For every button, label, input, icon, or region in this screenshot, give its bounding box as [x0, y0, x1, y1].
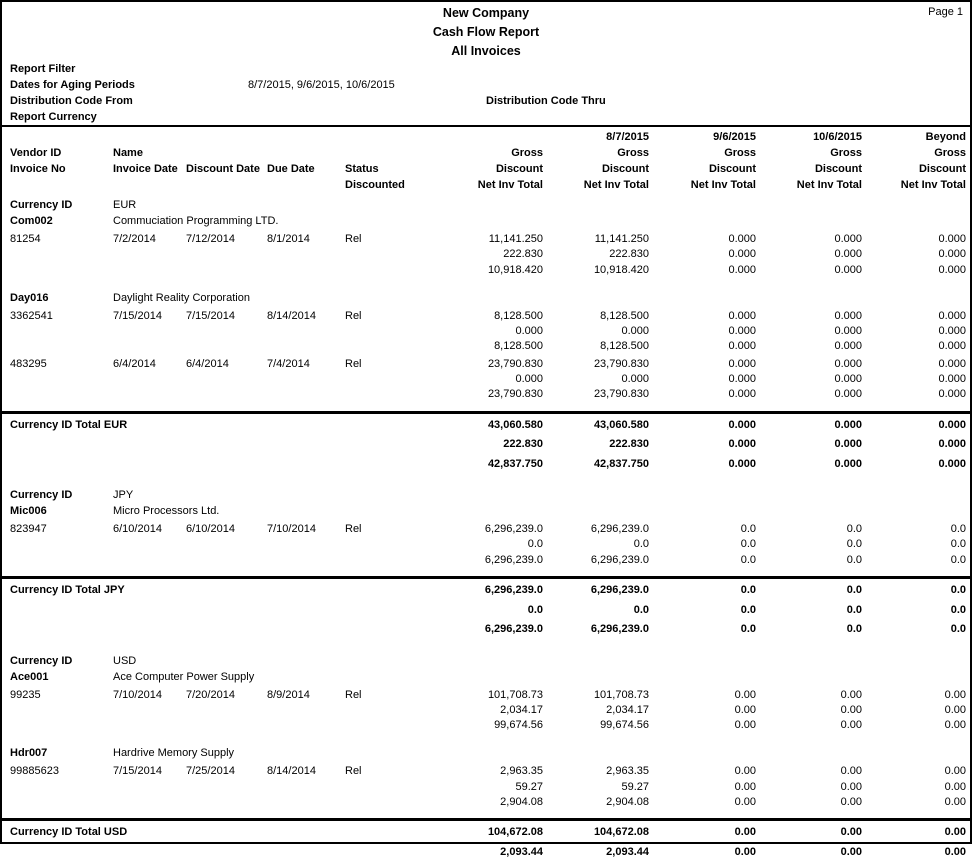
- discount-date: 7/25/2014: [186, 765, 235, 778]
- filter-block: [2, 61, 970, 125]
- discount-amount: 0.000: [938, 373, 966, 386]
- total-amount: 0.000: [938, 457, 966, 470]
- discount-amount: 0.000: [728, 373, 756, 386]
- discount-date: 6/4/2014: [186, 357, 229, 370]
- invoice-block: [2, 232, 970, 278]
- total-amount: 2,093.44: [500, 845, 543, 858]
- vendor-name: Daylight Reality Corporation: [113, 291, 250, 304]
- invoice-no: 483295: [10, 357, 47, 370]
- report-title: Cash Flow Report: [432, 25, 540, 39]
- total-amount: 0.0: [846, 623, 862, 636]
- net-inv-total-header: Net Inv Total: [477, 179, 543, 191]
- total-amount: 0.0: [740, 584, 756, 597]
- invoice-block: [2, 688, 970, 734]
- total-amount: 0.00: [840, 826, 862, 839]
- gross-amount: 0.0: [846, 523, 862, 536]
- total-amount: 0.00: [734, 826, 756, 839]
- net-amount: 99,674.56: [600, 719, 649, 732]
- invoice-row-net: [2, 795, 970, 810]
- discount-amount: 0.0: [527, 538, 543, 551]
- gross-amount: 0.00: [944, 765, 966, 778]
- currency-total-block: [2, 576, 970, 641]
- gross-amount: 2,963.35: [606, 765, 649, 778]
- total-row: [2, 602, 970, 622]
- invoice-row-discount: [2, 247, 970, 262]
- invoice-row-net: [2, 553, 970, 568]
- invoice-block: [2, 309, 970, 355]
- net-amount: 0.00: [944, 796, 966, 809]
- net-amount: 23,790.830: [487, 388, 543, 401]
- discount-header: Discount: [918, 163, 966, 175]
- invoice-row-discount: [2, 372, 970, 387]
- invoice-no: 3362541: [10, 309, 53, 322]
- report-filter-label: Report Filter: [10, 63, 76, 75]
- discount-date: 7/15/2014: [186, 309, 235, 322]
- net-inv-total-header: Net Inv Total: [900, 179, 966, 191]
- gross-amount: 101,708.73: [593, 688, 649, 701]
- discount-date-header: Discount Date: [186, 163, 260, 175]
- gross-amount: 8,128.500: [494, 309, 543, 322]
- currency-id-label: Currency ID: [10, 489, 73, 502]
- currency-row: [2, 654, 970, 670]
- total-amount: 42,837.750: [487, 457, 543, 470]
- invoice-row-net: [2, 718, 970, 733]
- total-row: [2, 824, 970, 844]
- gross-amount: 0.000: [728, 309, 756, 322]
- net-amount: 0.00: [840, 796, 862, 809]
- discount-amount: 2,034.17: [606, 703, 649, 716]
- distribution-code-thru-label: Distribution Code Thru: [486, 95, 606, 107]
- total-row: [2, 621, 970, 641]
- invoice-row-gross: [2, 522, 970, 537]
- discount-amount: 59.27: [515, 780, 543, 793]
- discount-amount: 0.00: [944, 703, 966, 716]
- invoice-status: Rel: [345, 765, 362, 778]
- total-amount: 222.830: [503, 438, 543, 451]
- gross-amount: 0.000: [834, 233, 862, 245]
- discount-amount: 0.000: [938, 248, 966, 261]
- total-amount: 6,296,239.0: [484, 623, 543, 636]
- discount-amount: 222.830: [503, 248, 543, 261]
- discount-amount: 2,034.17: [500, 703, 543, 716]
- invoice-block: [2, 357, 970, 403]
- total-amount: 0.0: [846, 584, 862, 597]
- discount-header: Discount: [495, 163, 543, 175]
- discount-amount: 0.00: [734, 703, 756, 716]
- invoice-row-net: [2, 339, 970, 354]
- invoice-row-gross: [2, 688, 970, 703]
- gross-amount: 0.00: [734, 765, 756, 778]
- currency-section: [2, 488, 970, 640]
- vendor-row: [2, 504, 970, 520]
- net-amount: 0.000: [728, 340, 756, 353]
- total-row: [2, 582, 970, 602]
- net-amount: 0.000: [834, 340, 862, 353]
- net-amount: 0.0: [740, 553, 756, 566]
- invoice-row-discount: [2, 324, 970, 339]
- due-date-header: Due Date: [267, 163, 315, 175]
- gross-amount: 6,296,239.0: [590, 523, 649, 536]
- invoice-no: 81254: [10, 233, 41, 245]
- vendor-id-header: Vendor ID: [10, 147, 62, 159]
- currency-total-block: [2, 411, 970, 476]
- net-amount: 0.000: [938, 388, 966, 401]
- invoice-row-discount: [2, 703, 970, 718]
- invoice-date: 7/10/2014: [113, 688, 162, 701]
- due-date: 7/10/2014: [267, 523, 316, 536]
- vendor-row: [2, 214, 970, 230]
- total-row: [2, 456, 970, 476]
- gross-amount: 0.000: [834, 357, 862, 370]
- vendor-name: Commuciation Programming LTD.: [113, 215, 279, 227]
- gross-amount: 0.000: [938, 357, 966, 370]
- vendor-name: Micro Processors Ltd.: [113, 505, 220, 518]
- discount-amount: 0.0: [846, 538, 862, 551]
- gross-amount: 0.00: [840, 688, 862, 701]
- filter-row: [2, 61, 970, 77]
- invoice-status: Rel: [345, 357, 362, 370]
- invoice-status: Rel: [345, 309, 362, 322]
- discount-amount: 0.000: [728, 248, 756, 261]
- total-amount: 0.0: [740, 603, 756, 616]
- total-amount: 0.00: [944, 845, 966, 858]
- aging-periods-value: 8/7/2015, 9/6/2015, 10/6/2015: [248, 79, 395, 91]
- gross-amount: 23,790.830: [593, 357, 649, 370]
- gross-amount: 0.000: [938, 233, 966, 245]
- column-headers: [2, 127, 970, 194]
- net-inv-total-header: Net Inv Total: [796, 179, 862, 191]
- net-amount: 0.000: [834, 263, 862, 276]
- currency-id-label: Currency ID: [10, 654, 73, 667]
- vendor-id: Ace001: [10, 670, 49, 683]
- total-amount: 6,296,239.0: [590, 584, 649, 597]
- report-body: [2, 194, 970, 863]
- invoice-date: 7/15/2014: [113, 765, 162, 778]
- gross-amount: 0.0: [950, 523, 966, 536]
- header-row-net: [2, 178, 970, 194]
- currency-total-label: Currency ID Total USD: [10, 826, 128, 839]
- vendor-id: Mic006: [10, 505, 47, 518]
- discounted-header: Discounted: [345, 179, 405, 191]
- total-amount: 0.0: [950, 623, 966, 636]
- discount-amount: 0.000: [515, 373, 543, 386]
- due-date: 8/9/2014: [267, 688, 310, 701]
- total-amount: 0.000: [728, 457, 756, 470]
- total-amount: 0.0: [950, 584, 966, 597]
- gross-amount: 11,141.250: [488, 233, 543, 245]
- page-number: Page 1: [928, 6, 963, 18]
- total-amount: 6,296,239.0: [590, 623, 649, 636]
- gross-header: Gross: [724, 147, 756, 159]
- discount-amount: 0.000: [621, 373, 649, 386]
- total-amount: 2,093.44: [606, 845, 649, 858]
- invoice-no-header: Invoice No: [10, 163, 66, 175]
- total-amount: 42,837.750: [593, 457, 649, 470]
- total-amount: 0.0: [740, 623, 756, 636]
- invoice-date: 7/15/2014: [113, 309, 162, 322]
- gross-amount: 8,128.500: [600, 309, 649, 322]
- gross-amount: 2,963.35: [500, 765, 543, 778]
- net-inv-total-header: Net Inv Total: [583, 179, 649, 191]
- net-amount: 0.00: [840, 719, 862, 732]
- due-date: 8/14/2014: [267, 309, 316, 322]
- gross-amount: 0.000: [938, 309, 966, 322]
- total-amount: 0.00: [944, 826, 966, 839]
- discount-amount: 0.00: [734, 780, 756, 793]
- currency-total-label: Currency ID Total JPY: [10, 584, 125, 597]
- currency-id-label: Currency ID: [10, 199, 73, 211]
- total-amount: 104,672.08: [487, 826, 543, 839]
- vendor-row: [2, 746, 970, 762]
- discount-date: 7/20/2014: [186, 688, 235, 701]
- net-amount: 6,296,239.0: [590, 553, 649, 566]
- net-inv-total-header: Net Inv Total: [690, 179, 756, 191]
- total-amount: 0.000: [834, 457, 862, 470]
- total-row: [2, 417, 970, 437]
- gross-amount: 0.0: [740, 523, 756, 536]
- invoice-row-gross: [2, 309, 970, 324]
- total-amount: 0.000: [834, 438, 862, 451]
- total-amount: 0.0: [633, 603, 649, 616]
- gross-header: Gross: [617, 147, 649, 159]
- net-amount: 0.00: [734, 796, 756, 809]
- invoice-date-header: Invoice Date: [113, 163, 178, 175]
- filter-row: [2, 77, 970, 93]
- invoice-date: 7/2/2014: [113, 233, 156, 245]
- discount-amount: 0.000: [728, 325, 756, 338]
- header-row-invoice: [2, 162, 970, 178]
- currency-code: USD: [113, 654, 137, 667]
- total-amount: 43,060.580: [593, 418, 649, 431]
- total-amount: 222.830: [609, 438, 649, 451]
- total-amount: 104,672.08: [593, 826, 649, 839]
- currency-total-label: Currency ID Total EUR: [10, 418, 128, 431]
- name-header: Name: [113, 147, 143, 159]
- invoice-block: [2, 522, 970, 568]
- status-header: Status: [345, 163, 379, 175]
- discount-header: Discount: [708, 163, 756, 175]
- net-amount: 0.000: [834, 388, 862, 401]
- total-amount: 0.0: [950, 603, 966, 616]
- discount-header: Discount: [601, 163, 649, 175]
- net-amount: 0.0: [950, 553, 966, 566]
- invoice-status: Rel: [345, 688, 362, 701]
- net-amount: 0.00: [944, 719, 966, 732]
- invoice-row-gross: [2, 232, 970, 247]
- currency-row: [2, 198, 970, 214]
- vendor-name: Ace Computer Power Supply: [113, 670, 255, 683]
- discount-amount: 0.0: [950, 538, 966, 551]
- vendor-row: [2, 670, 970, 686]
- vendor-id: Com002: [10, 215, 53, 227]
- invoice-date: 6/4/2014: [113, 357, 156, 370]
- vendor-row: [2, 291, 970, 307]
- invoice-row-net: [2, 263, 970, 278]
- discount-date: 7/12/2014: [186, 233, 235, 245]
- discount-amount: 0.0: [740, 538, 756, 551]
- total-amount: 0.000: [834, 418, 862, 431]
- total-amount: 6,296,239.0: [484, 584, 543, 597]
- gross-header: Gross: [511, 147, 543, 159]
- net-amount: 99,674.56: [494, 719, 543, 732]
- total-amount: 0.000: [938, 418, 966, 431]
- vendor-name: Hardrive Memory Supply: [113, 747, 235, 760]
- total-amount: 0.0: [846, 603, 862, 616]
- discount-amount: 0.0: [633, 538, 649, 551]
- gross-amount: 23,790.830: [487, 357, 543, 370]
- filter-row: [2, 109, 970, 125]
- currency-total-block: [2, 818, 970, 863]
- due-date: 8/1/2014: [267, 233, 310, 245]
- due-date: 7/4/2014: [267, 357, 310, 370]
- net-amount: 0.0: [846, 553, 862, 566]
- gross-amount: 101,708.73: [487, 688, 543, 701]
- net-amount: 0.000: [938, 263, 966, 276]
- invoice-row-net: [2, 387, 970, 402]
- invoice-row-gross: [2, 357, 970, 372]
- net-amount: 6,296,239.0: [484, 553, 543, 566]
- discount-amount: 0.000: [621, 325, 649, 338]
- aging-periods-label: Dates for Aging Periods: [10, 79, 135, 91]
- net-amount: 0.00: [734, 719, 756, 732]
- invoice-block: [2, 764, 970, 810]
- net-amount: 23,790.830: [593, 388, 649, 401]
- gross-amount: 0.000: [834, 309, 862, 322]
- aging-date-column-1: 8/7/2015: [606, 131, 649, 143]
- discount-amount: 0.000: [834, 248, 862, 261]
- total-amount: 0.00: [840, 845, 862, 858]
- total-amount: 0.000: [728, 418, 756, 431]
- gross-header: Gross: [830, 147, 862, 159]
- total-amount: 0.0: [527, 603, 543, 616]
- total-amount: 0.000: [938, 438, 966, 451]
- net-amount: 8,128.500: [600, 340, 649, 353]
- gross-amount: 0.00: [840, 765, 862, 778]
- aging-dates-row: [2, 130, 970, 146]
- vendor-id: Hdr007: [10, 747, 48, 760]
- gross-amount: 0.00: [734, 688, 756, 701]
- company-name: New Company: [442, 6, 530, 20]
- currency-code: JPY: [113, 489, 134, 502]
- aging-date-column-beyond: Beyond: [925, 131, 966, 143]
- invoice-row-discount: [2, 537, 970, 552]
- net-amount: 0.000: [728, 263, 756, 276]
- discount-date: 6/10/2014: [186, 523, 235, 536]
- gross-amount: 11,141.250: [594, 233, 649, 245]
- discount-amount: 222.830: [609, 248, 649, 261]
- discount-amount: 0.000: [834, 373, 862, 386]
- report-subtitle: All Invoices: [451, 44, 521, 58]
- total-row: [2, 436, 970, 456]
- total-amount: 43,060.580: [487, 418, 543, 431]
- discount-amount: 0.000: [515, 325, 543, 338]
- gross-amount: 0.000: [728, 233, 756, 245]
- net-amount: 2,904.08: [500, 796, 543, 809]
- net-amount: 10,918.420: [593, 263, 649, 276]
- discount-amount: 59.27: [621, 780, 649, 793]
- invoice-status: Rel: [345, 233, 362, 245]
- total-amount: 0.000: [728, 438, 756, 451]
- discount-amount: 0.000: [834, 325, 862, 338]
- total-row: [2, 844, 970, 863]
- invoice-no: 823947: [10, 523, 47, 536]
- filter-row: [2, 93, 970, 109]
- gross-header: Gross: [934, 147, 966, 159]
- net-amount: 0.000: [728, 388, 756, 401]
- gross-amount: 0.00: [944, 688, 966, 701]
- currency-section: [2, 654, 970, 863]
- report-currency-label: Report Currency: [10, 111, 97, 123]
- invoice-no: 99885623: [10, 765, 59, 778]
- discount-amount: 0.00: [840, 703, 862, 716]
- invoice-date: 6/10/2014: [113, 523, 162, 536]
- currency-row: [2, 488, 970, 504]
- currency-code: EUR: [113, 199, 137, 211]
- discount-amount: 0.00: [840, 780, 862, 793]
- invoice-no: 99235: [10, 688, 41, 701]
- invoice-row-discount: [2, 780, 970, 795]
- vendor-id: Day016: [10, 291, 49, 304]
- currency-section: [2, 198, 970, 475]
- total-amount: 0.00: [734, 845, 756, 858]
- due-date: 8/14/2014: [267, 765, 316, 778]
- aging-date-column-3: 10/6/2015: [813, 131, 862, 143]
- discount-amount: 0.00: [944, 780, 966, 793]
- distribution-code-from-label: Distribution Code From: [10, 95, 133, 107]
- net-amount: 8,128.500: [494, 340, 543, 353]
- discount-header: Discount: [814, 163, 862, 175]
- gross-amount: 0.000: [728, 357, 756, 370]
- header-row-vendor: [2, 146, 970, 162]
- invoice-row-gross: [2, 764, 970, 779]
- report-header: [2, 2, 970, 61]
- net-amount: 2,904.08: [606, 796, 649, 809]
- net-amount: 10,918.420: [487, 263, 543, 276]
- invoice-status: Rel: [345, 523, 362, 536]
- net-amount: 0.000: [938, 340, 966, 353]
- gross-amount: 6,296,239.0: [484, 523, 543, 536]
- discount-amount: 0.000: [938, 325, 966, 338]
- aging-date-column-2: 9/6/2015: [713, 131, 756, 143]
